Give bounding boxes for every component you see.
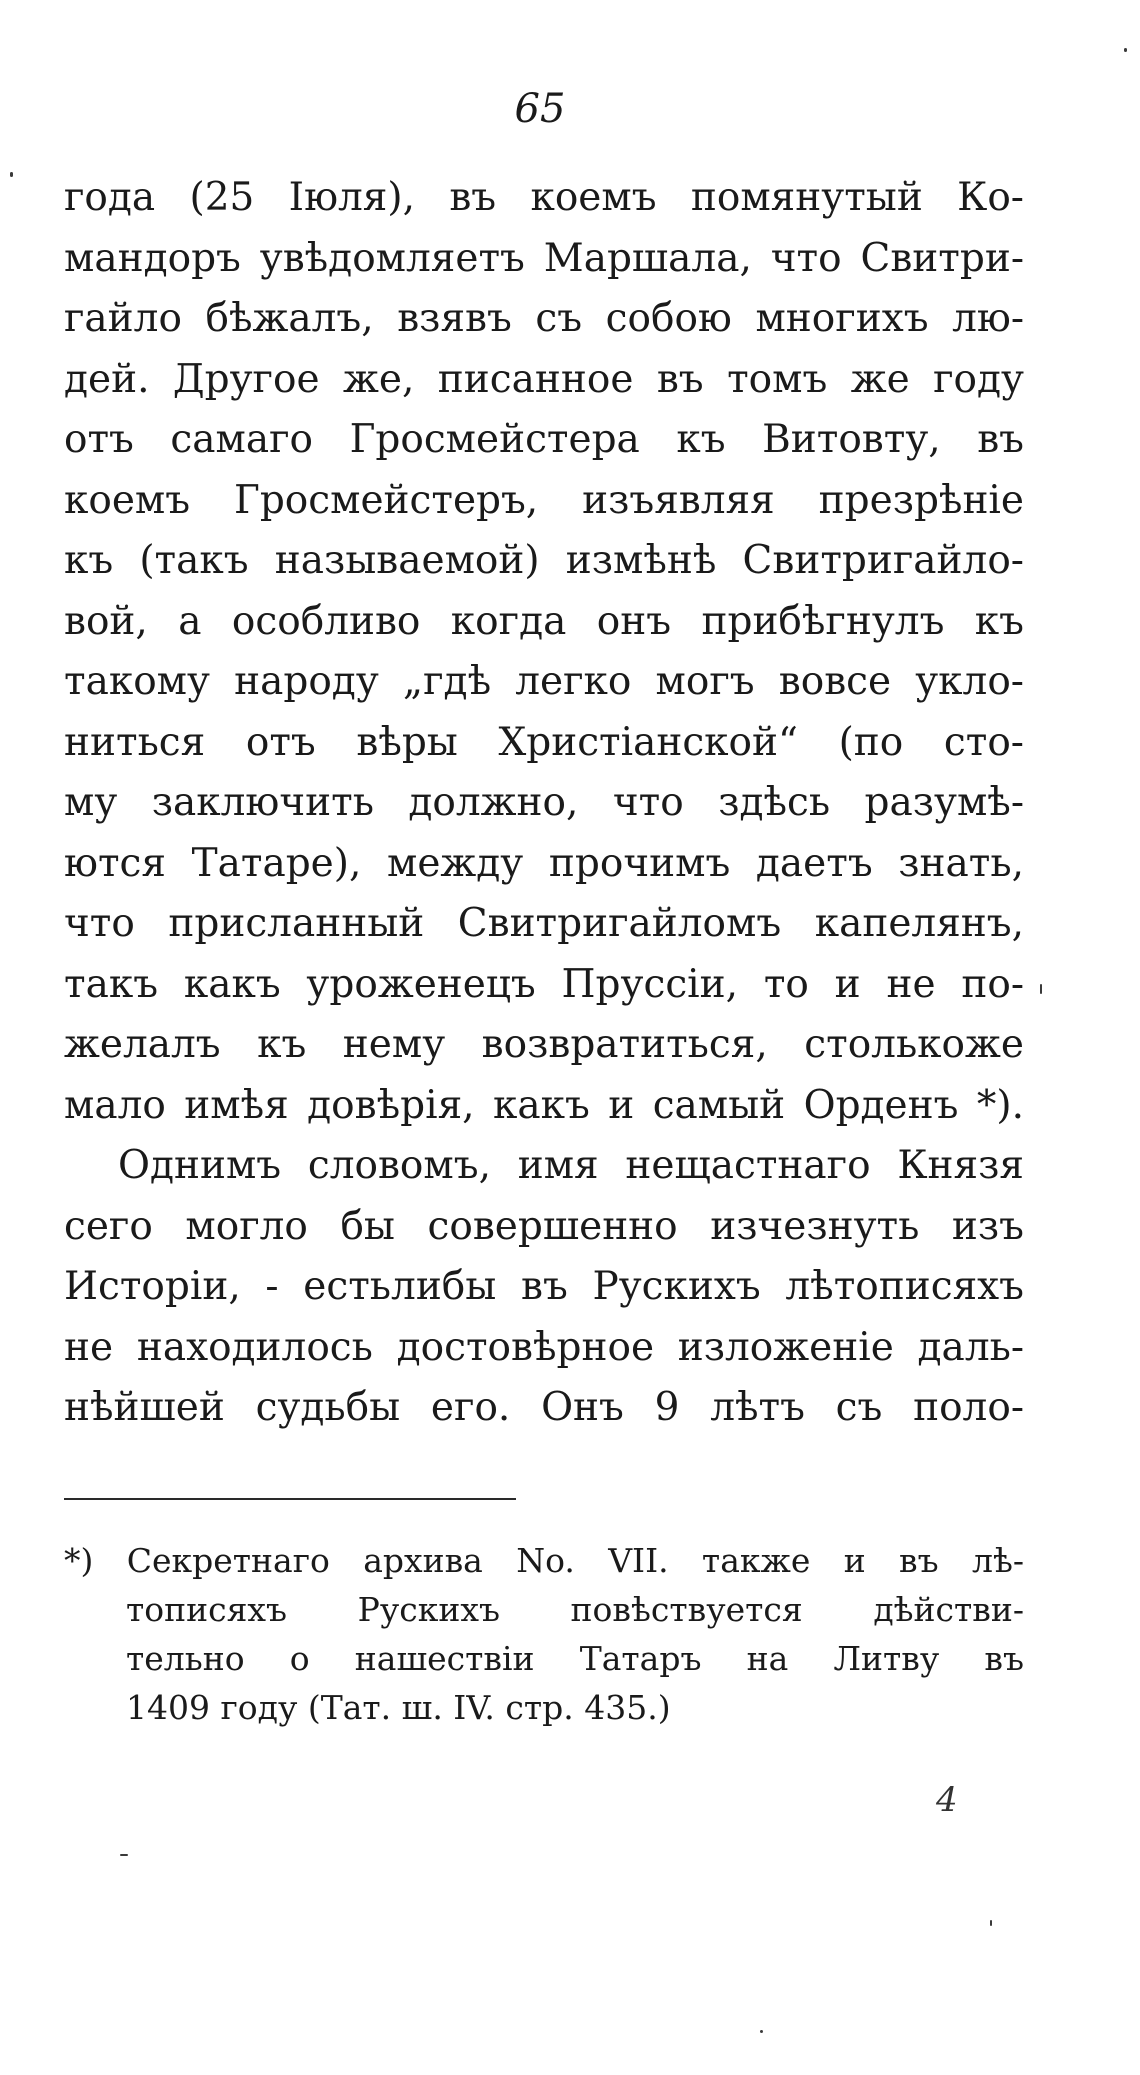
text-line: такъ какъ уроженецъ Пруссіи, то и не по- (64, 961, 1024, 1007)
text-line: гайло бѣжалъ, взявъ съ собою многихъ лю- (64, 296, 1024, 341)
paper-speck (990, 1920, 992, 1926)
footnote-line: тельно о нашествіи Татаръ на Литву въ (126, 1639, 1024, 1678)
text-line: что присланный Свитригайломъ капелянъ, (64, 901, 1024, 946)
footnote (64, 1536, 1024, 1732)
paper-speck (760, 2030, 763, 2033)
body-text (64, 168, 1024, 1439)
paper-speck (10, 172, 13, 177)
text-line: не находилось достовѣрное изложеніе даль- (64, 1324, 1024, 1370)
paper-speck (1040, 984, 1042, 994)
text-line: ниться отъ вѣры Христіанской“ (по сто- (64, 719, 1024, 765)
text-line: нѣйшей судьбы его. Онъ 9 лѣтъ съ поло- (64, 1385, 1024, 1430)
paper-speck (120, 1854, 128, 1856)
text-line: мандоръ увѣдомляетъ Маршала, что Свитри- (64, 235, 1024, 281)
text-line: такому народу „гдѣ легко могъ вовсе укло- (64, 659, 1024, 704)
footnote-divider (64, 1498, 516, 1500)
text-line: желалъ къ нему возвратиться, столькоже (64, 1022, 1024, 1067)
text-line: къ (такъ называемой) измѣнѣ Свитригайло- (64, 538, 1024, 583)
text-line: сего могло бы совершенно изчезнуть изъ (64, 1203, 1024, 1249)
text-line: дей. Другое же, писанное въ томъ же году (64, 356, 1024, 402)
footnote-line: 1409 году (Тат. ш. IV. стр. 435.) (126, 1688, 671, 1727)
text-line: коемъ Гросмейстеръ, изъявляя презрѣніе (64, 477, 1024, 523)
text-line-paragraph-start: Однимъ словомъ, имя нещастнаго Князя (118, 1143, 1024, 1188)
text-line: мало имѣя довѣрія, какъ и самый Орденъ *). (64, 1082, 1024, 1128)
text-line: му заключить должно, что здѣсь разумѣ- (64, 780, 1024, 825)
text-line: ются Татаре), между прочимъ даетъ знать, (64, 840, 1024, 886)
text-line: Исторіи, - естьлибы въ Рускихъ лѣтописяхъ (64, 1264, 1024, 1309)
text-line: года (25 Іюля), въ коемъ помянутый Ко- (64, 175, 1024, 220)
footnote-line: *) Секретнаго архива No. VII. также и въ лѣ- (64, 1541, 1024, 1580)
printer-signature-mark: 4 (936, 1780, 958, 1820)
footnote-line: тописяхъ Рускихъ повѣствуется дѣйстви- (126, 1590, 1024, 1629)
paper-speck (1124, 48, 1127, 52)
text-line: вой, а особливо когда онъ прибѣгнулъ къ (64, 598, 1024, 644)
text-line: отъ самаго Гросмейстера къ Витовту, въ (64, 417, 1024, 462)
page-number: 65 (514, 86, 566, 132)
